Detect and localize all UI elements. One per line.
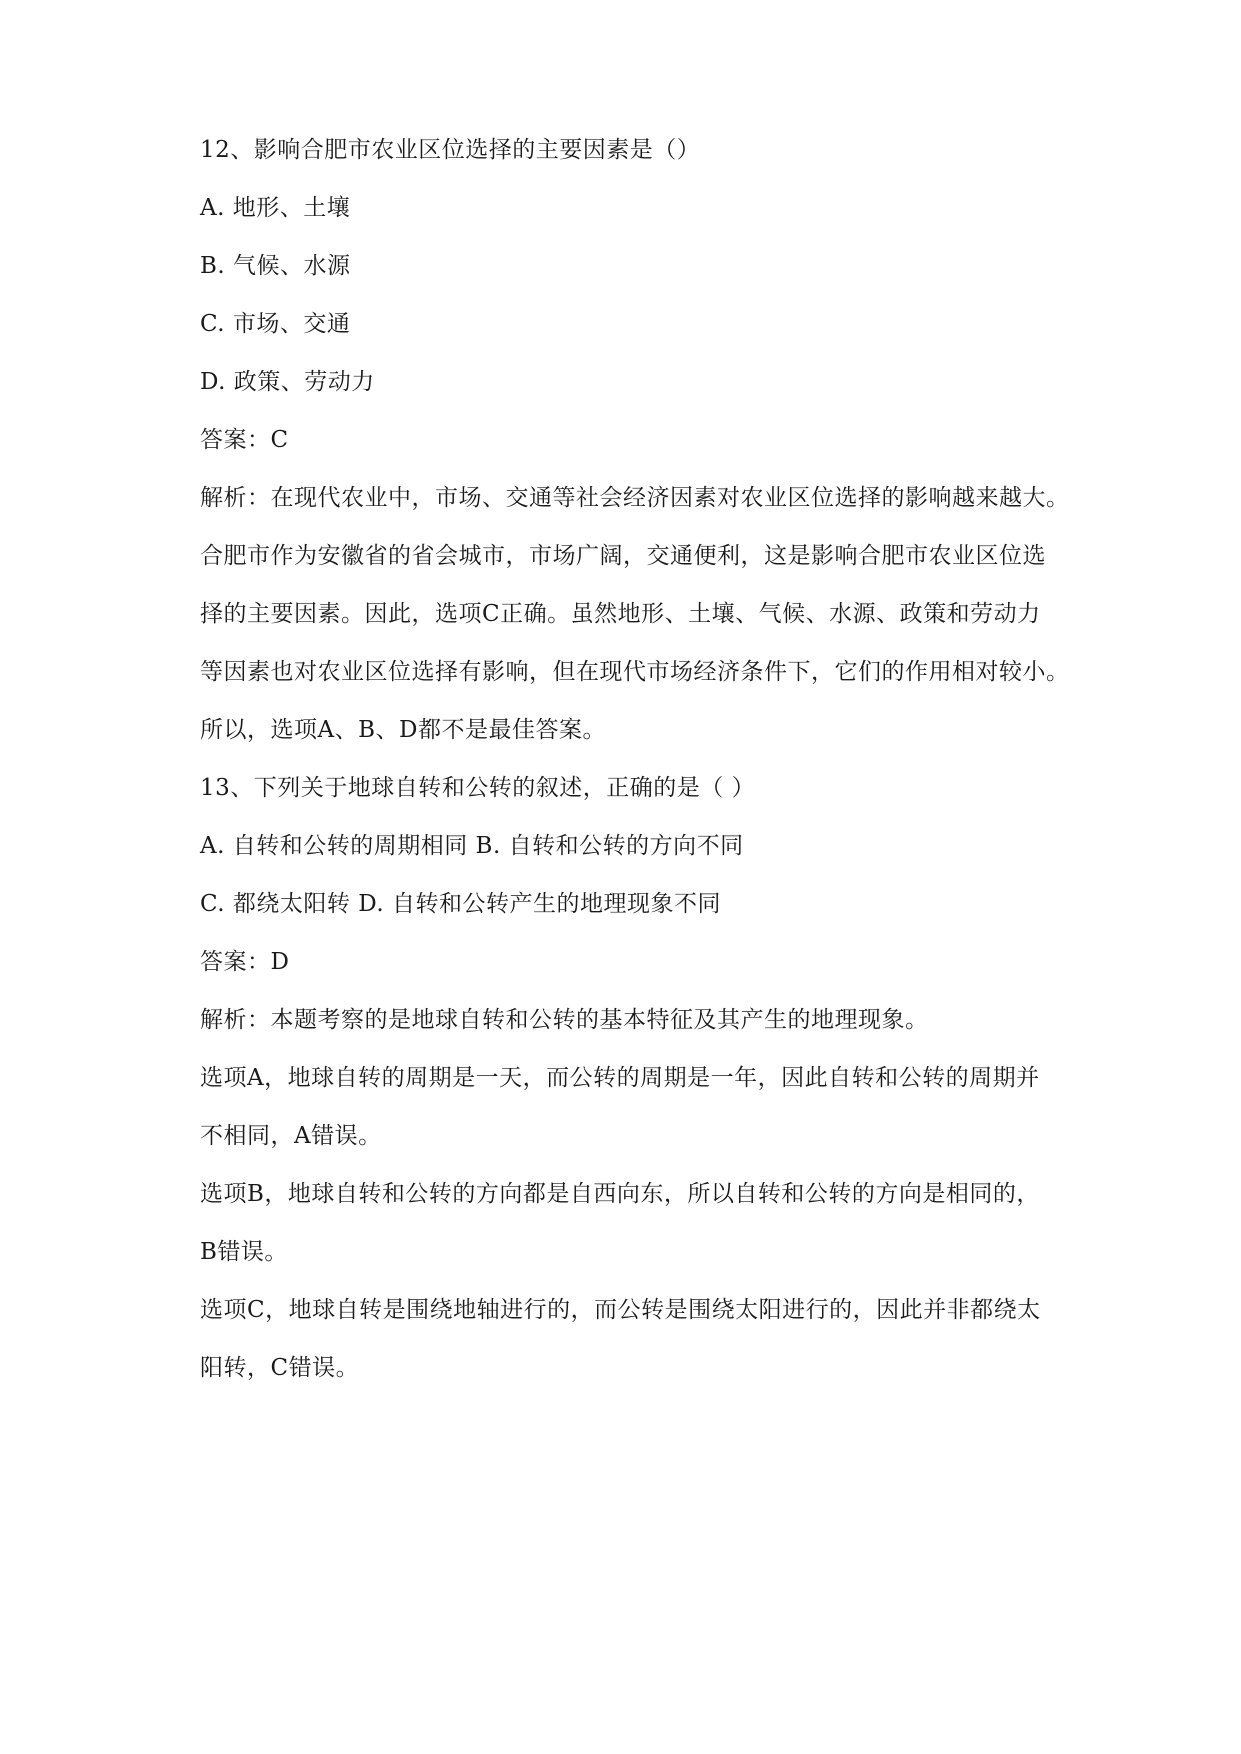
- question-12-analysis-line: 合肥市作为安徽省的省会城市，市场广阔，交通便利，这是影响合肥市农业区位选: [200, 543, 1046, 569]
- question-13-answer: 答案：D: [200, 949, 290, 975]
- question-13-analysis-line: 阳转，C错误。: [200, 1355, 360, 1381]
- question-12-option-d: D. 政策、劳动力: [200, 369, 375, 395]
- question-13-options-line-2: C. 都绕太阳转 D. 自转和公转产生的地理现象不同: [200, 891, 721, 917]
- question-12-answer: 答案：C: [200, 427, 289, 453]
- question-12-option-c: C. 市场、交通: [200, 311, 351, 337]
- question-13-analysis-line: 解析：本题考察的是地球自转和公转的基本特征及其产生的地理现象。: [200, 1007, 929, 1033]
- question-12-option-a: A. 地形、土壤: [200, 195, 351, 221]
- question-13-analysis-line: 选项B，地球自转和公转的方向都是自西向东，所以自转和公转的方向是相同的，: [200, 1181, 1040, 1207]
- question-12-title: 12、影响合肥市农业区位选择的主要因素是（）: [200, 137, 701, 163]
- question-13-analysis-line: 选项A，地球自转的周期是一天，而公转的周期是一年，因此自转和公转的周期并: [200, 1065, 1040, 1091]
- question-13-options-line-1: A. 自转和公转的周期相同 B. 自转和公转的方向不同: [200, 833, 744, 859]
- question-13-analysis-line: 不相同，A错误。: [200, 1123, 382, 1149]
- question-13-analysis-line: B错误。: [200, 1239, 288, 1265]
- question-12-option-b: B. 气候、水源: [200, 253, 351, 279]
- question-12-analysis-line: 择的主要因素。因此，选项C正确。虽然地形、土壤、气候、水源、政策和劳动力: [200, 601, 1041, 627]
- question-12-analysis-line: 解析：在现代农业中，市场、交通等社会经济因素对农业区位选择的影响越来越大。: [200, 485, 1070, 511]
- question-13-analysis-line: 选项C，地球自转是围绕地轴进行的，而公转是围绕太阳进行的，因此并非都绕太: [200, 1297, 1041, 1323]
- question-13-title: 13、下列关于地球自转和公转的叙述，正确的是（ ）: [200, 775, 756, 801]
- question-12-analysis-line: 等因素也对农业区位选择有影响，但在现代市场经济条件下，它们的作用相对较小。: [200, 659, 1070, 685]
- question-12-analysis-line: 所以，选项A、B、D都不是最佳答案。: [200, 717, 606, 743]
